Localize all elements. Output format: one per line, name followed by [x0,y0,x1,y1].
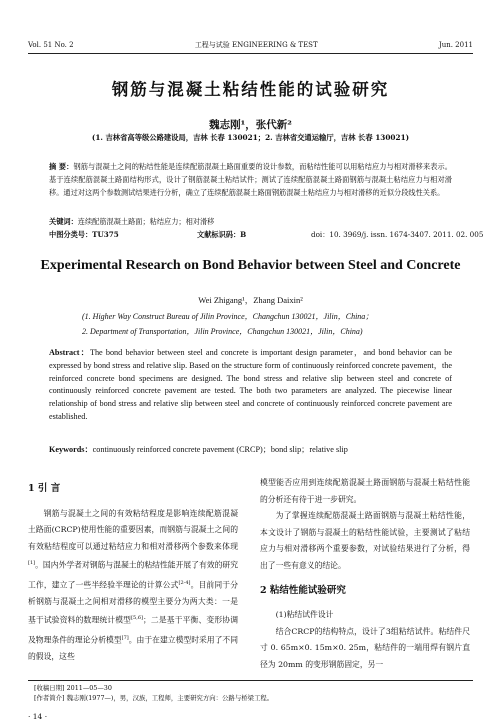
abstract-en-text: The bond behavior between steel and concrete is important design parameter，and bond behavior can be expressed by bond stress and relative slip. Based on the structure form of continuously reinforced concrete pavement，the reinforced concrete bond specimens are designed. The bond stress and relative slip between steel and concrete of continuously reinforced concrete pavement are tested. The both two parameters are analyzed. The piecewise linear relationship of bond stress and relative slip between steel and concrete of continuously reinforced concrete pavement are established. [49,348,453,421]
affiliation-en-1: (1. Higher Way Construct Bureau of Jilin Province，Changchun 130021，Jilin，China； [82,312,374,321]
keywords-cn-text: 连续配筋混凝土路面；粘结应力；相对滑移 [77,217,215,226]
keywords-cn-label: 关键词： [49,217,78,226]
subsection-heading: (1)粘结试件设计 [275,610,334,620]
abstract-cn-label: 摘 要： [49,162,74,171]
citation-2: [2-4] [178,579,191,586]
journal-name: 工程与试验 ENGINEERING & TEST [194,41,318,49]
document-code: 文献标识码：B [197,230,247,239]
authors-en: Wei Zhigang¹，Zhang Daixin² [198,295,303,305]
header-rule [28,53,473,54]
abstract-en [49,347,452,424]
citation-3: [5,6] [131,615,143,622]
keywords-cn [49,215,452,228]
abstract-en-label: Abstract： [49,348,90,357]
page-number: · 14 · [28,712,48,721]
paper-title-cn: 钢筋与混凝土粘结性能的试验研究 [111,80,390,99]
footnote-rule [28,680,473,681]
section-2-heading: 2 粘结性能试验研究 [260,584,346,596]
keywords-en-text: continuously reinforced concrete pavement (CRCP)；bond slip；relative slip [92,445,348,454]
intro-paragraph: 钢筋与混凝土之间的有效粘结程度是影响连续配筋混凝土路面(CRCP)使用性能的重要因素，而钢筋与混凝土之间的有效粘结程度可以通过粘结应力和相对滑移两个参数来体现[1]。国内外学者对钢筋与混凝土的粘结性能开展了有效的研究工作，建立了一些半经验半理论的计算公式[2-4]。目前同于分析钢筋与混凝土之间相对滑移的模型主要分为两大类：一是基于试验资料的数理统计模型[5,6]；二是基于平衡、变形协调及物理条件的理论分析模型[7]。由于在建立模型时采用了不同的假设，这些 [28,508,239,661]
keywords-en [49,443,452,456]
received-date: [收稿日期] 2011—05—30 [34,684,112,692]
right-column [260,475,470,674]
citation-4: [7] [121,634,129,641]
abstract-cn [49,160,452,199]
issue-date: Jun. 2011 [438,41,473,49]
affiliation-en-2: 2. Department of Transportation，Jilin Province，Changchun 130021，Jilin，China) [82,327,363,336]
abstract-cn-text: 钢筋与混凝土之间的粘结性能是连续配筋混凝土路面重要的设计参数，而粘结性能可以用粘结应力与相对滑移来表示。基于连续配筋混凝土路面结构形式，设计了钢筋混凝土粘结试件；测试了连续配筋混凝土路面钢筋与混凝土粘结应力与相对滑移。通过对这两个参数测试结果进行分析，确立了连续配筋混凝土路面钢筋混凝土粘结应力与相对滑移的近似分段线性关系。 [49,162,452,197]
authors-cn: 魏志刚¹，张代新² [209,119,292,131]
author-bio: [作者简介] 魏志刚(1977—)，男，汉族，工程师，主要研究方向：公路与桥梁工程。 [34,694,274,702]
specimen-paragraph: 结合CRCP的结构特点，设计了3组粘结试件。粘结件尺寸 0. 65m×0. 15m×0. 25m，粘结件的一端用焊有钢片直径为 20mm 的变形钢筋固定，另一 [260,626,470,669]
section-1-heading: 1 引 言 [28,483,61,494]
running-header [28,39,473,51]
paper-title-en: Experimental Research on Bond Behavior between Steel and Concrete [40,258,461,273]
volume-info: Vol. 51 No. 2 [28,41,74,49]
keywords-en-label: Keywords： [49,445,93,454]
doi: doi：10. 3969/j. issn. 1674-3407. 2011. 02. 005 [311,230,484,239]
purpose-paragraph: 为了掌握连续配筋混凝土路面钢筋与混凝土粘结性能，本文设计了钢筋与混凝土的粘结性能试验，主要测试了粘结应力与相对滑移两个重要参数，对试验结果进行了分析，得出了一些有意义的结论。 [260,511,470,570]
clc-number: 中图分类号：TU375 [49,230,119,239]
left-column [28,475,238,665]
affiliation-cn: (1. 吉林省高等级公路建设局，吉林 长春 130021；2. 吉林省交通运输厅，吉林 长春 130021) [91,133,410,142]
citation-1: [1] [28,560,36,567]
classification-row [49,228,484,241]
intro-continuation: 模型能否应用到连续配筋混凝土路面钢筋与混凝土粘结性能的分析还有待于进一步研究。 [260,478,470,504]
